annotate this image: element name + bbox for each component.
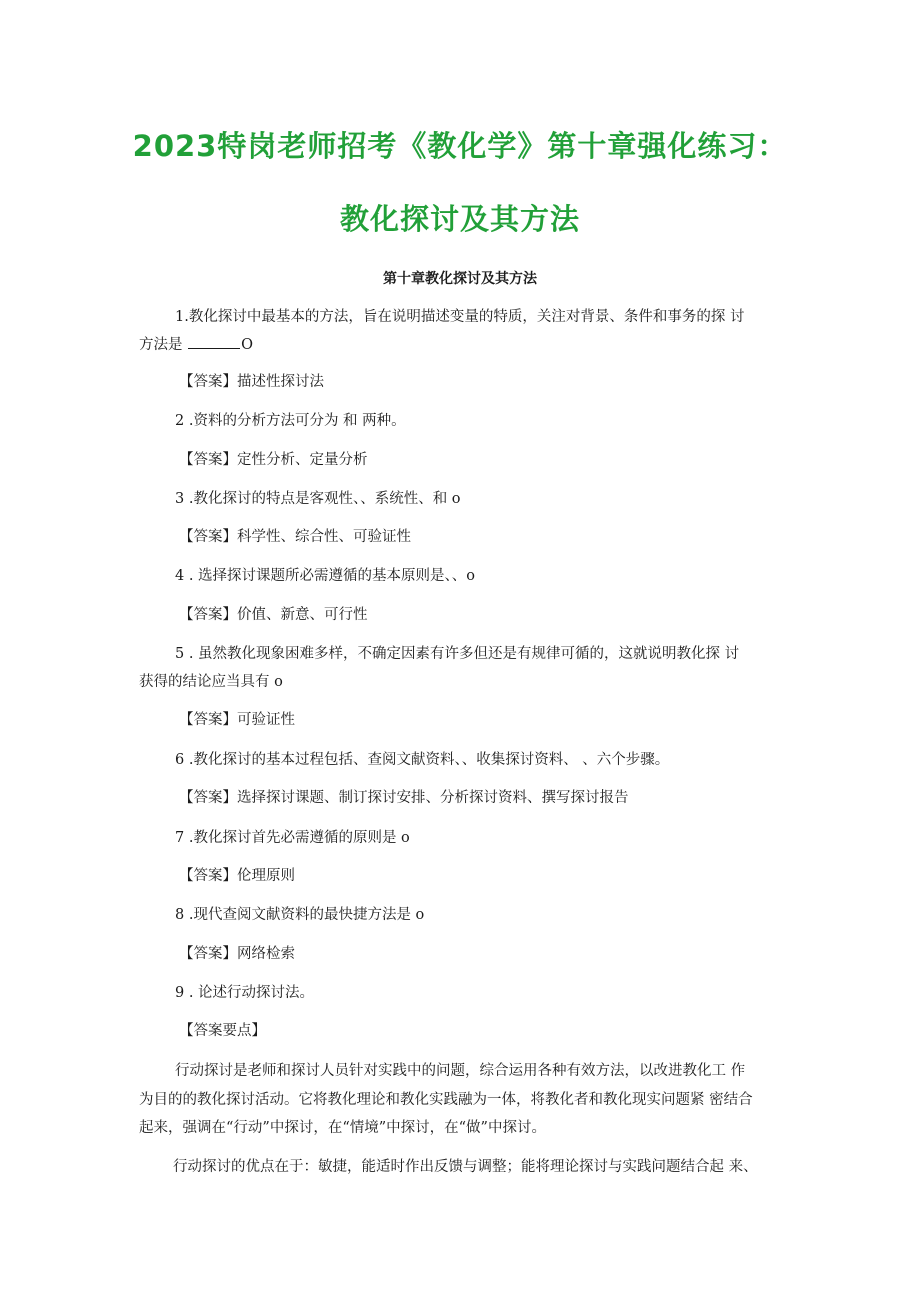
paragraph-1-line-1: 行动探讨是老师和探讨人员针对实践中的问题，综合运用各种有效方法，以改进教化工 作 — [175, 1063, 746, 1079]
document-title-line-2: 教化探讨及其方法 — [339, 202, 580, 236]
answer-6: 【答案】选择探讨课题、制订探讨安排、分析探讨资料、撰写探讨报告 — [179, 790, 629, 806]
paragraph-2-line-1: 行动探讨的优点在于：敏捷，能适时作出反馈与调整；能将理论探讨与实践问题结合起 来、 — [173, 1159, 758, 1175]
question-5-line-2: 获得的结论应当具有 o — [139, 674, 283, 690]
question-8: 8 .现代查阅文献资料的最快捷方法是 o — [175, 907, 425, 923]
question-1-line-2 — [139, 331, 789, 359]
answer-4: 【答案】价值、新意、可行性 — [179, 607, 368, 623]
question-2: 2 .资料的分析方法可分为 和 两种。 — [175, 413, 406, 429]
paragraph-1-line-3: 起来，强调在“行动”中探讨，在“情境”中探讨，在“做”中探讨。 — [139, 1120, 546, 1136]
paragraph-1-line-2: 为目的的教化探讨活动。它将教化理论和教化实践融为一体，将教化者和教化现实问题紧 密结合 — [139, 1092, 753, 1108]
question-1-line-1: 1.教化探讨中最基本的方法，旨在说明描述变量的特质，关注对背景、条件和事务的探 讨 — [175, 309, 745, 325]
fill-in-blank — [188, 334, 240, 349]
question-5-line-1: 5 . 虽然教化现象困难多样，不确定因素有许多但还是有规律可循的，这就说明教化探 讨 — [175, 646, 740, 662]
document-title-line-1: 2023特岗老师招考《教化学》第十章强化练习： — [132, 129, 788, 163]
answer-3: 【答案】科学性、综合性、可验证性 — [179, 529, 411, 545]
answer-9-heading: 【答案要点】 — [179, 1023, 266, 1039]
question-9: 9 . 论述行动探讨法。 — [175, 985, 315, 1001]
answer-1: 【答案】描述性探讨法 — [179, 374, 324, 390]
question-1-prefix: 方法是 — [139, 337, 188, 353]
answer-7: 【答案】伦理原则 — [179, 868, 295, 884]
question-1-suffix: O — [241, 337, 253, 353]
question-4: 4 . 选择探讨课题所必需遵循的基本原则是、、o — [175, 568, 476, 584]
answer-5: 【答案】可验证性 — [179, 712, 295, 728]
question-3: 3 .教化探讨的特点是客观性、、系统性、和 o — [175, 491, 461, 507]
answer-8: 【答案】网络检索 — [179, 946, 295, 962]
question-7: 7 .教化探讨首先必需遵循的原则是 o — [175, 830, 410, 846]
chapter-heading: 第十章教化探讨及其方法 — [383, 271, 537, 287]
answer-2: 【答案】定性分析、定量分析 — [179, 452, 368, 468]
question-6: 6 .教化探讨的基本过程包括、查阅文献资料、、收集探讨资料、 、六个步骤。 — [175, 752, 670, 768]
